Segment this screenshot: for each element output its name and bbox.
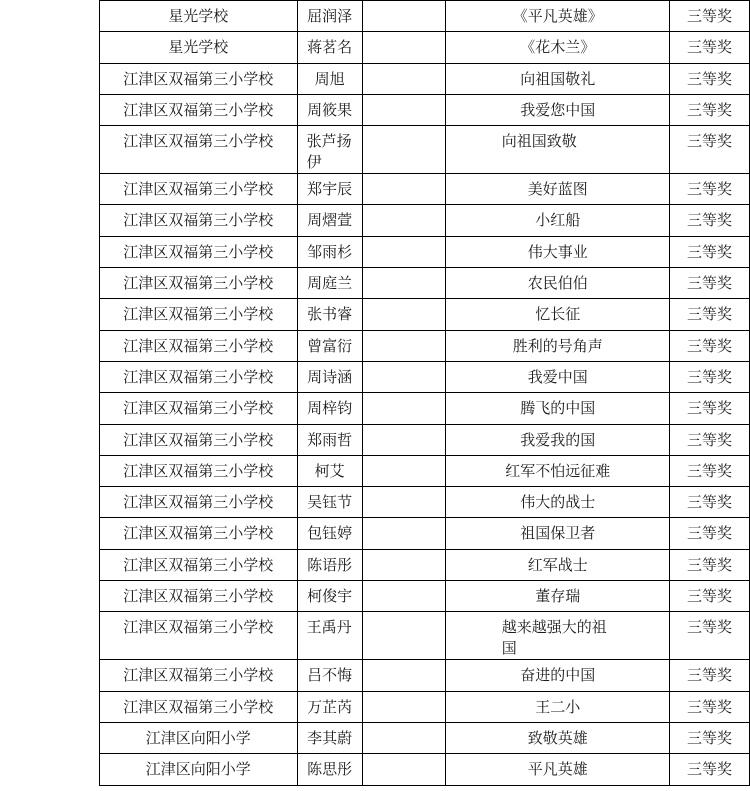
- school-cell: 江津区双福第三小学校: [100, 660, 298, 691]
- title-cell: 王二小: [446, 691, 670, 722]
- title-cell: 红军战士: [446, 549, 670, 580]
- table-row: [100, 205, 750, 236]
- title-cell: 我爱我的国: [446, 424, 670, 455]
- name-cell: 郑宇辰: [297, 174, 362, 205]
- title-cell: 农民伯伯: [446, 268, 670, 299]
- school-cell: 江津区双福第三小学校: [100, 268, 298, 299]
- table-row: [100, 424, 750, 455]
- name-cell: 张书睿: [297, 299, 362, 330]
- table-row: [100, 236, 750, 267]
- title-cell: 向祖国致敬: [446, 126, 670, 174]
- award-cell: 三等奖: [670, 691, 750, 722]
- school-cell: 江津区双福第三小学校: [100, 581, 298, 612]
- school-cell: 江津区双福第三小学校: [100, 94, 298, 125]
- name-cell: 邹雨杉: [297, 236, 362, 267]
- table-row: [100, 1, 750, 32]
- teacher-cell: [362, 205, 446, 236]
- teacher-cell: [362, 94, 446, 125]
- table-row: [100, 455, 750, 486]
- school-cell: 江津区双福第三小学校: [100, 63, 298, 94]
- award-cell: 三等奖: [670, 660, 750, 691]
- title-cell: 忆长征: [446, 299, 670, 330]
- table-row: [100, 63, 750, 94]
- name-cell: 王禹丹: [297, 612, 362, 660]
- title-cell: 美好蓝图: [446, 174, 670, 205]
- teacher-cell: [362, 174, 446, 205]
- school-cell: 江津区双福第三小学校: [100, 330, 298, 361]
- name-cell: 柯俊宇: [297, 581, 362, 612]
- name-cell: 屈润泽: [297, 1, 362, 32]
- school-cell: 江津区双福第三小学校: [100, 612, 298, 660]
- award-cell: 三等奖: [670, 63, 750, 94]
- school-cell: 江津区双福第三小学校: [100, 424, 298, 455]
- teacher-cell: [362, 361, 446, 392]
- award-cell: 三等奖: [670, 549, 750, 580]
- school-cell: 江津区双福第三小学校: [100, 361, 298, 392]
- award-cell: 三等奖: [670, 455, 750, 486]
- table-row: [100, 32, 750, 63]
- award-cell: 三等奖: [670, 612, 750, 660]
- award-cell: 三等奖: [670, 1, 750, 32]
- award-cell: 三等奖: [670, 330, 750, 361]
- name-cell: 吴钰节: [297, 487, 362, 518]
- table-row: [100, 660, 750, 691]
- table-row: [100, 691, 750, 722]
- award-cell: 三等奖: [670, 518, 750, 549]
- award-cell: 三等奖: [670, 205, 750, 236]
- school-cell: 江津区双福第三小学校: [100, 205, 298, 236]
- award-cell: 三等奖: [670, 174, 750, 205]
- school-cell: 江津区双福第三小学校: [100, 126, 298, 174]
- title-cell: 向祖国敬礼: [446, 63, 670, 94]
- name-cell: 吕不悔: [297, 660, 362, 691]
- award-cell: 三等奖: [670, 722, 750, 753]
- teacher-cell: [362, 1, 446, 32]
- name-cell: 郑雨哲: [297, 424, 362, 455]
- school-cell: 江津区双福第三小学校: [100, 487, 298, 518]
- award-cell: 三等奖: [670, 393, 750, 424]
- teacher-cell: [362, 299, 446, 330]
- name-cell: 周熠萱: [297, 205, 362, 236]
- name-cell: 陈思彤: [297, 754, 362, 785]
- table-row: [100, 393, 750, 424]
- teacher-cell: [362, 126, 446, 174]
- name-cell: 柯艾: [297, 455, 362, 486]
- title-cell: 胜利的号角声: [446, 330, 670, 361]
- teacher-cell: [362, 722, 446, 753]
- title-cell: 《平凡英雄》: [446, 1, 670, 32]
- name-cell: 蒋茗名: [297, 32, 362, 63]
- teacher-cell: [362, 487, 446, 518]
- title-cell: 董存瑞: [446, 581, 670, 612]
- table-row: [100, 174, 750, 205]
- school-cell: 江津区向阳小学: [100, 722, 298, 753]
- awards-table: [99, 0, 750, 786]
- school-cell: 江津区双福第三小学校: [100, 549, 298, 580]
- table-row: [100, 612, 750, 660]
- name-cell: 周筱果: [297, 94, 362, 125]
- title-cell: 《花木兰》: [446, 32, 670, 63]
- teacher-cell: [362, 455, 446, 486]
- school-cell: 江津区双福第三小学校: [100, 455, 298, 486]
- award-cell: 三等奖: [670, 754, 750, 785]
- school-cell: 江津区双福第三小学校: [100, 518, 298, 549]
- table-row: [100, 754, 750, 785]
- table-row: [100, 126, 750, 174]
- title-cell: 奋进的中国: [446, 660, 670, 691]
- award-cell: 三等奖: [670, 424, 750, 455]
- title-cell: 小红船: [446, 205, 670, 236]
- table-row: [100, 487, 750, 518]
- school-cell: 江津区双福第三小学校: [100, 236, 298, 267]
- name-cell: 万芷芮: [297, 691, 362, 722]
- teacher-cell: [362, 330, 446, 361]
- table-row: [100, 518, 750, 549]
- name-cell: 周梓钧: [297, 393, 362, 424]
- name-cell: 张芦扬伊: [297, 126, 362, 174]
- award-cell: 三等奖: [670, 581, 750, 612]
- teacher-cell: [362, 754, 446, 785]
- table-row: [100, 299, 750, 330]
- title-cell: 祖国保卫者: [446, 518, 670, 549]
- teacher-cell: [362, 236, 446, 267]
- title-cell: 平凡英雄: [446, 754, 670, 785]
- table-row: [100, 268, 750, 299]
- teacher-cell: [362, 612, 446, 660]
- award-cell: 三等奖: [670, 32, 750, 63]
- teacher-cell: [362, 581, 446, 612]
- teacher-cell: [362, 424, 446, 455]
- table-row: [100, 330, 750, 361]
- award-cell: 三等奖: [670, 126, 750, 174]
- teacher-cell: [362, 660, 446, 691]
- title-cell: 伟大事业: [446, 236, 670, 267]
- school-cell: 江津区双福第三小学校: [100, 393, 298, 424]
- teacher-cell: [362, 549, 446, 580]
- school-cell: 星光学校: [100, 32, 298, 63]
- award-cell: 三等奖: [670, 268, 750, 299]
- name-cell: 包钰婷: [297, 518, 362, 549]
- table-row: [100, 361, 750, 392]
- title-cell: 致敬英雄: [446, 722, 670, 753]
- teacher-cell: [362, 32, 446, 63]
- title-cell: 我爱您中国: [446, 94, 670, 125]
- teacher-cell: [362, 268, 446, 299]
- award-cell: 三等奖: [670, 236, 750, 267]
- school-cell: 江津区双福第三小学校: [100, 691, 298, 722]
- teacher-cell: [362, 691, 446, 722]
- name-cell: 周诗涵: [297, 361, 362, 392]
- title-cell: 我爱中国: [446, 361, 670, 392]
- school-cell: 江津区向阳小学: [100, 754, 298, 785]
- name-cell: 陈语彤: [297, 549, 362, 580]
- title-cell: 红军不怕远征难: [446, 455, 670, 486]
- school-cell: 江津区双福第三小学校: [100, 174, 298, 205]
- teacher-cell: [362, 393, 446, 424]
- title-cell: 越来越强大的祖国: [446, 612, 670, 660]
- award-cell: 三等奖: [670, 487, 750, 518]
- award-cell: 三等奖: [670, 299, 750, 330]
- title-cell: 伟大的战士: [446, 487, 670, 518]
- award-cell: 三等奖: [670, 94, 750, 125]
- teacher-cell: [362, 518, 446, 549]
- table-row: [100, 549, 750, 580]
- school-cell: 江津区双福第三小学校: [100, 299, 298, 330]
- table-row: [100, 722, 750, 753]
- award-cell: 三等奖: [670, 361, 750, 392]
- name-cell: 曾富衍: [297, 330, 362, 361]
- school-cell: 星光学校: [100, 1, 298, 32]
- teacher-cell: [362, 63, 446, 94]
- name-cell: 周庭兰: [297, 268, 362, 299]
- table-row: [100, 581, 750, 612]
- name-cell: 李其蔚: [297, 722, 362, 753]
- title-cell: 腾飞的中国: [446, 393, 670, 424]
- table-row: [100, 94, 750, 125]
- name-cell: 周旭: [297, 63, 362, 94]
